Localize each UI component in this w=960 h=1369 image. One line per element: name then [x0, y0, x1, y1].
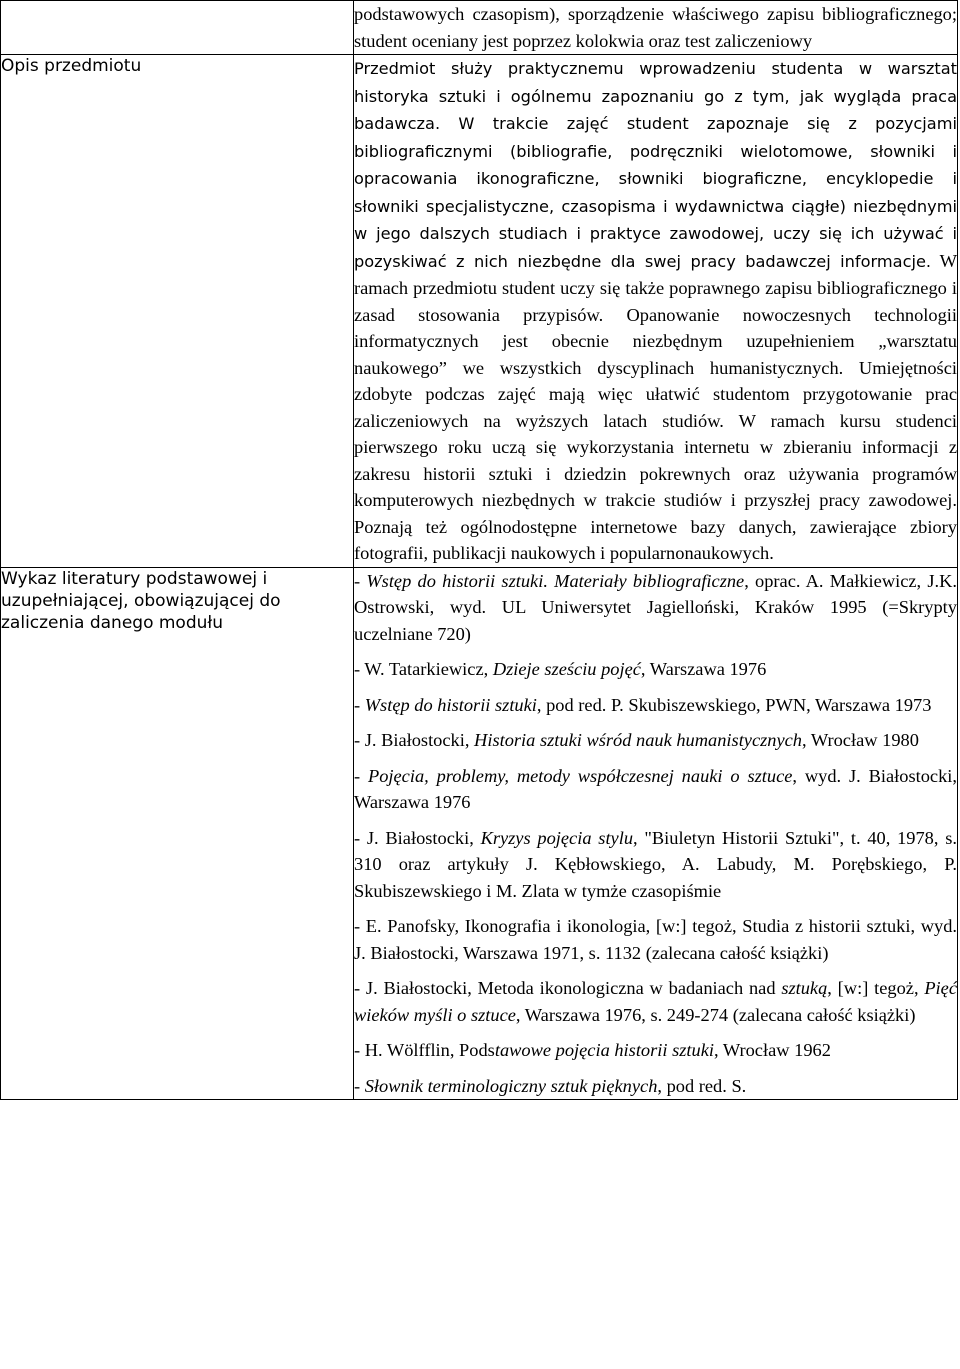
entry-text: - [354, 694, 365, 715]
course-description-label: Opis przedmiotu [1, 55, 354, 568]
entry-text: - H. Wölfflin, Pods [354, 1040, 495, 1060]
table-row [1, 55, 958, 568]
table-row [1, 567, 958, 1100]
literature-entry [354, 692, 957, 719]
entry-title: sztuką [781, 978, 828, 998]
entry-title: Dzieje sześciu pojęć [492, 659, 641, 679]
literature-entry [354, 568, 957, 648]
entry-title: Słownik terminologiczny sztuk pięknych [364, 1075, 658, 1096]
entry-text: , "Biuletyn Historii Sztuki", t. 40, 1978, s. 310 oraz artykuły J. Kębłowskiego, A. Labudy, M. Porębskiego, P. Skubiszewskiego i M. Zlata w tymże czasopiśmie [354, 827, 957, 901]
entry-title: Pojęcia, problemy, metody współczesnej nauki o sztuce [367, 765, 793, 786]
table-row [1, 1, 958, 55]
literature-entry [354, 975, 957, 1028]
entry-title: Wstęp do historii sztuki [364, 694, 537, 715]
entry-title: Kryzys pojęcia stylu [480, 827, 634, 848]
empty-label-cell [1, 1, 354, 55]
course-description-cell [354, 55, 958, 568]
assessment-text: podstawowych czasopism), sporządzenie właściwego zapisu bibliograficznego; student oceniany jest poprzez kolokwia oraz test zaliczeniowy [354, 1, 958, 55]
entry-title: Historia sztuki wśród nauk humanistycznych [474, 730, 802, 750]
course-description-part2: W ramach przedmiotu student uczy się także poprawnego zapisu bibliograficznego i zasad stosowania przypisów. Opanowanie nowoczesnych technologii informatycznych jest obecnie niezbędnym uzupełnieniem „warsztatu naukowego” we wszystkich dyscyplinach humanistycznych. Umiejętności zdobyte podczas zajęć mają więc ułatwić studentom przygotowanie prac zaliczeniowych na wyższych latach studiów. W ramach kursu studenci pierwszego roku uczą się wykorzystania internetu w zbieraniu informacji z zakresu historii sztuki i dziedzin pokrewnych oraz używania programów komputerowych niezbędnych w trakcie studiów i przyszłej pracy zawodowej. Poznają też ogólnodostępne internetowe bazy danych, zawierające zbiory fotografii, publikacji naukowych i popularnonaukowych. [354, 250, 957, 563]
entry-title: Wstęp do historii sztuki. Materiały bibliograficzne [366, 570, 745, 591]
entry-text: - J. Białostocki, [354, 730, 475, 750]
literature-entry [354, 656, 957, 683]
literature-entry [354, 727, 957, 754]
entry-text: - [354, 570, 367, 591]
literature-entry [354, 825, 957, 905]
entry-text: , oprac. A. Małkiewicz, J.K. Ostrowski, wyd. UL Uniwersytet Jagielloński, Kraków 1995 (=Skrypty uczelniane 720) [354, 570, 957, 644]
entry-text: , pod red. S. [657, 1075, 747, 1096]
entry-text: - J. Białostocki, Metoda ikonologiczna w badaniach nad [354, 978, 782, 998]
course-description-part1: Przedmiot służy praktycznemu wprowadzeniu studenta w warsztat historyka sztuki i ogólnemu zapoznaniu go z tym, jak wygląda praca badawcza. W trakcie zajęć student zapoznaje się z pozycjami bibliograficznymi (bibliografie, podręczniki wielotomowe, słowniki i opracowania ikonograficzne, słowniki biograficzne, encyklopedie i słowniki specjalistyczne, czasopisma i wydawnictwa ciągłe) niezbędnymi w jego dalszych studiach i praktyce zawodowej, uczy się ich używać i pozyskiwać z nich niezbędne dla swej pracy badawczej informacje. [354, 59, 957, 271]
entry-title: tawowe pojęcia historii sztuki [494, 1040, 714, 1060]
literature-entry [354, 1073, 957, 1100]
entry-text: , Warszawa 1976, s. 249-274 (zalecana całość książki) [515, 1004, 916, 1025]
literature-entry [354, 1037, 957, 1064]
entry-text: - W. Tatarkiewicz, [354, 659, 493, 679]
entry-text: - J. Białostocki, [354, 827, 481, 848]
entry-title: Pięć wieków myśli o sztuce [354, 978, 957, 1025]
entry-text: , Warszawa 1976 [640, 659, 767, 679]
entry-text: , [w:] tegoż, [827, 978, 925, 998]
literature-entry [354, 913, 957, 966]
entry-text: , Wrocław 1980 [802, 730, 919, 750]
entry-text: - [354, 765, 368, 786]
entry-text: , wyd. J. Białostocki, Warszawa 1976 [354, 765, 957, 812]
literature-entry [354, 763, 957, 816]
entry-text: - [354, 1075, 365, 1096]
literature-label: Wykaz literatury podstawowej i uzupełniającej, obowiązującej do zaliczenia danego modułu [1, 567, 354, 1100]
entry-text: , Wrocław 1962 [714, 1040, 831, 1060]
literature-list [354, 567, 958, 1100]
entry-text: , pod red. P. Skubiszewskiego, PWN, Warszawa 1973 [536, 694, 932, 715]
entry-text: - E. Panofsky, Ikonografia i ikonologia, [w:] tegoż, Studia z historii sztuki, wyd. J. Białostocki, Warszawa 1971, s. 1132 (zalecana całość książki) [354, 916, 957, 963]
